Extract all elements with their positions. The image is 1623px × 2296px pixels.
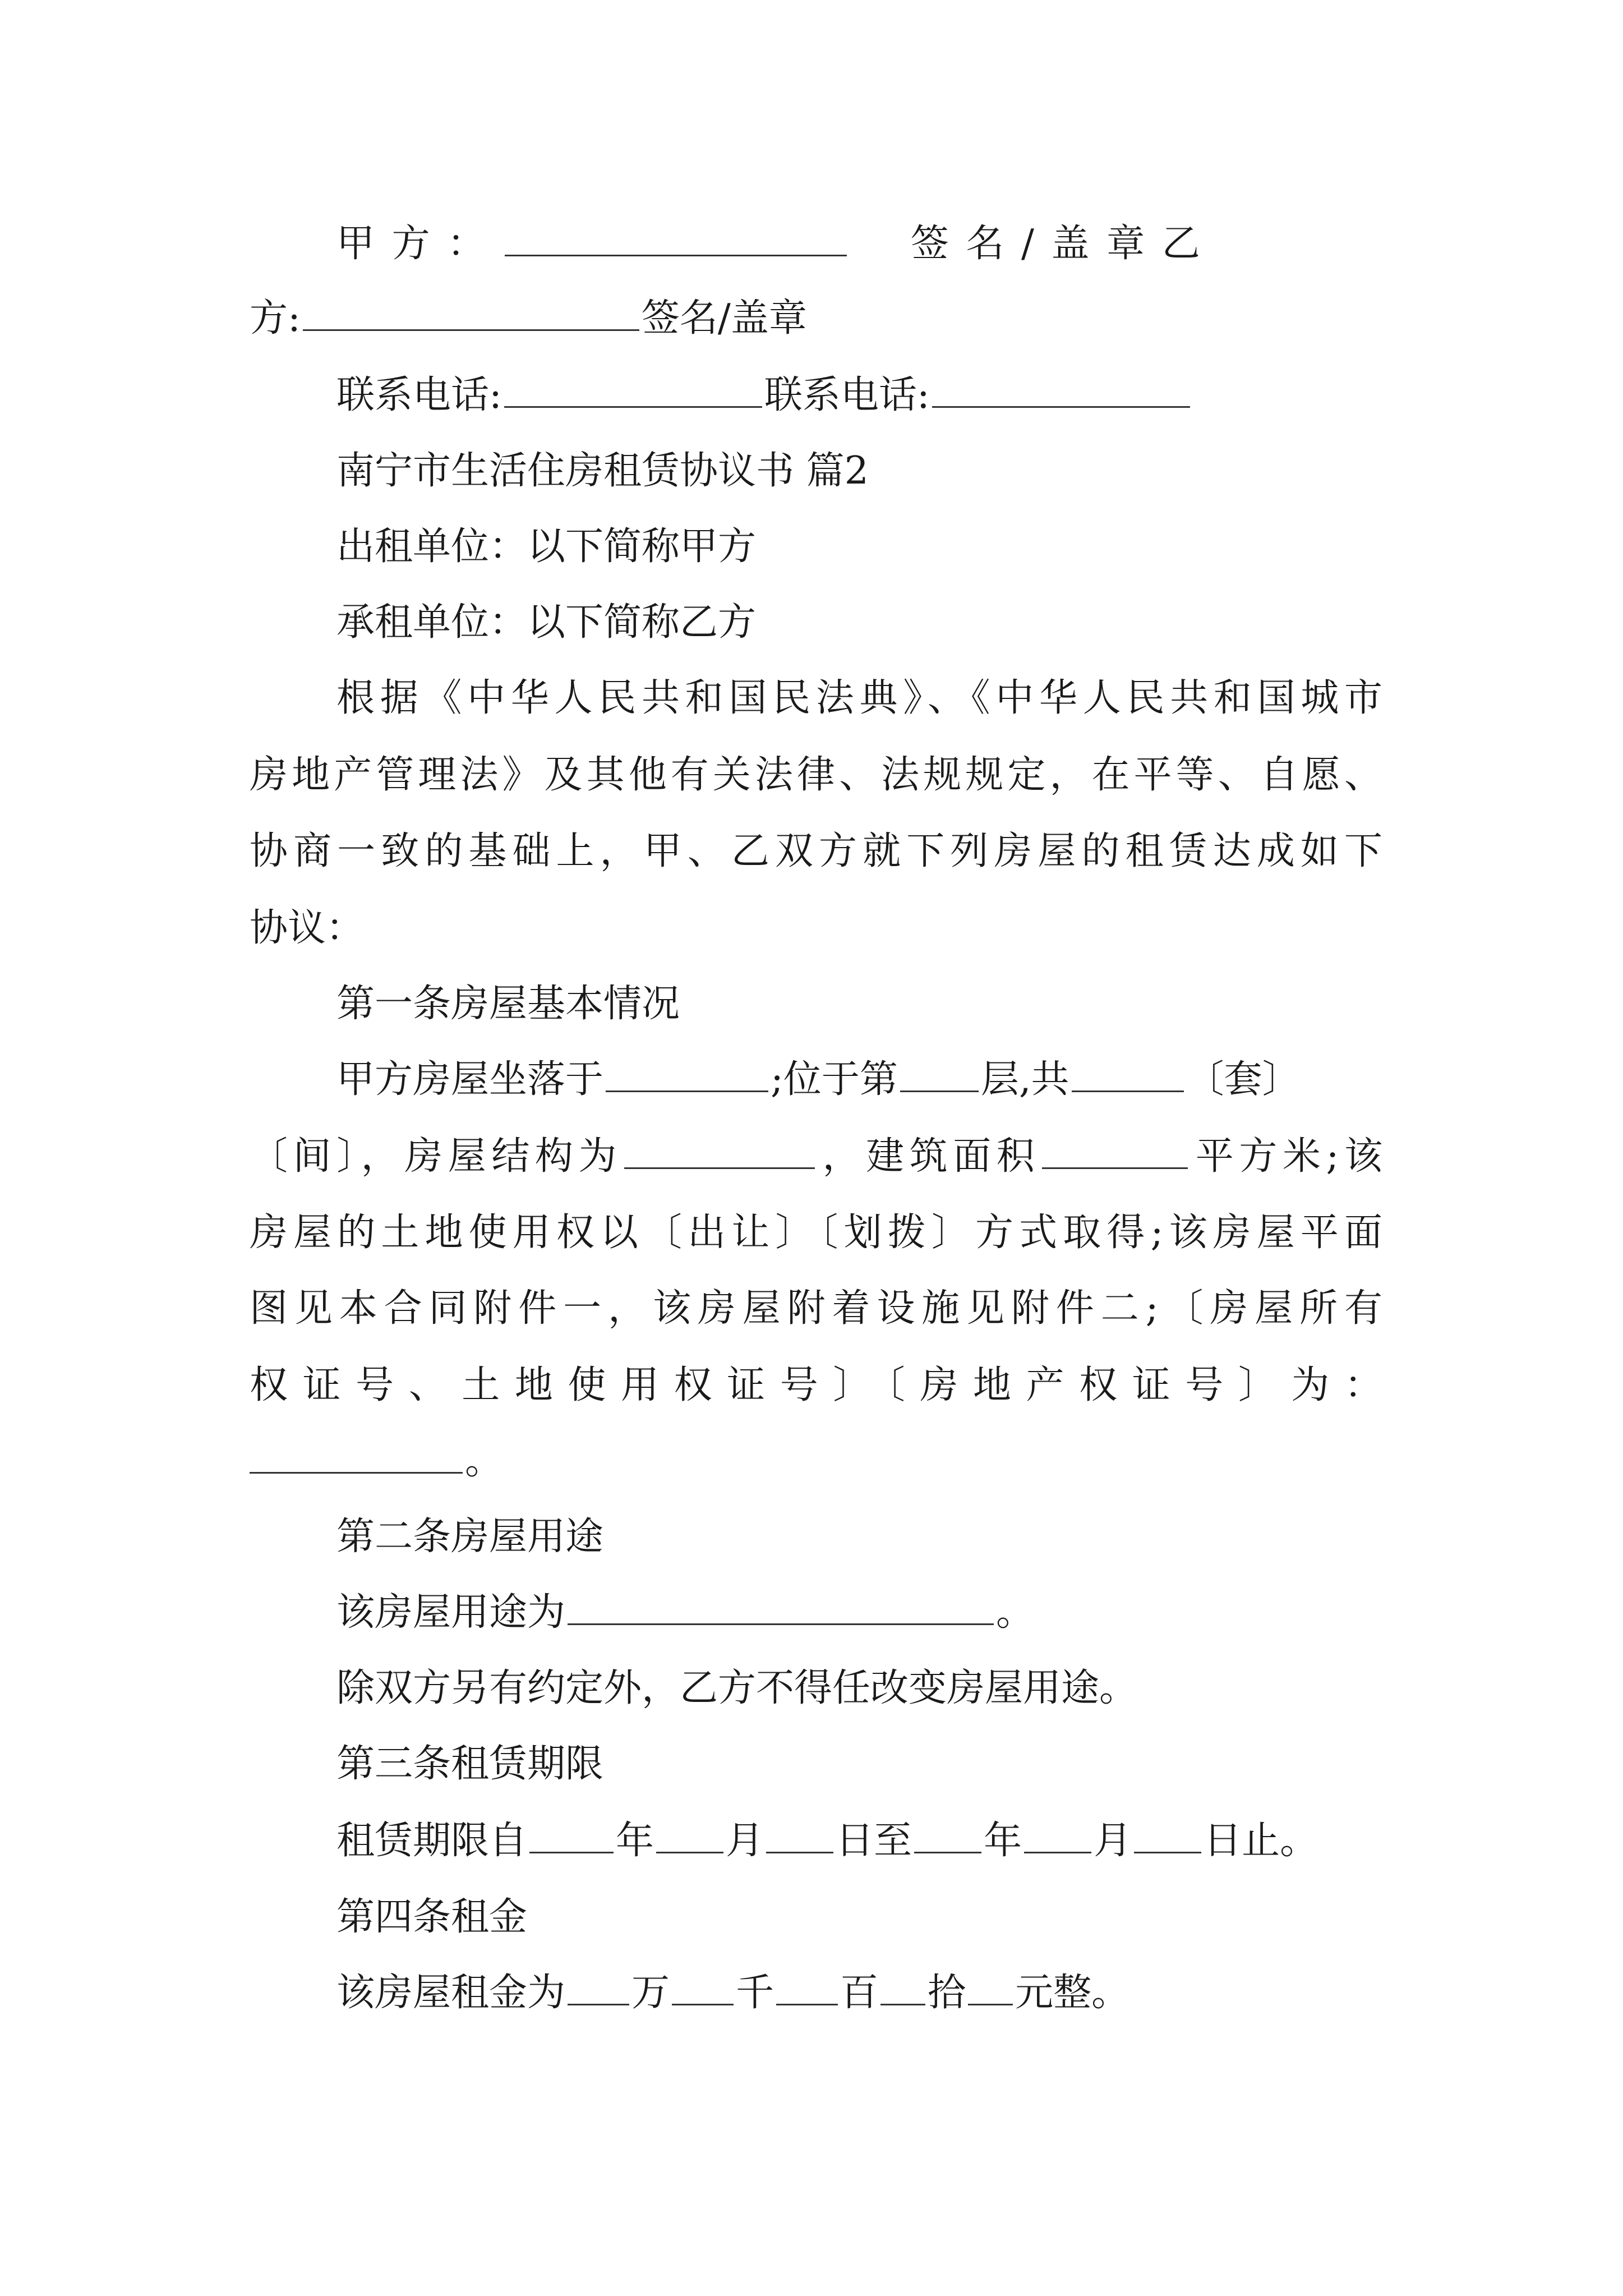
contact-label-a: 联系电话:	[336, 373, 502, 417]
article1-line-6	[250, 1428, 1382, 1495]
year-label: 年	[984, 1819, 1022, 1863]
yuan-blank[interactable]	[968, 1970, 1013, 2005]
bai-blank[interactable]	[776, 1970, 838, 2005]
lessor-line: 出租单位：以下简称甲方	[336, 524, 757, 569]
party-b-blank[interactable]	[303, 296, 639, 331]
area-blank[interactable]	[1042, 1134, 1188, 1169]
rent-line	[336, 1959, 1382, 2027]
phone-a-blank[interactable]	[504, 372, 762, 408]
month-label: 月	[726, 1819, 764, 1863]
term-label: 租赁期限自	[336, 1819, 528, 1863]
article1-line-3: 房屋的土地使用权以〔出让〕〔划拨〕方式取得;该房屋平面	[250, 1211, 1382, 1255]
article4-heading: 第四条租金	[336, 1895, 528, 1939]
wan-label: 万	[631, 1971, 670, 2015]
start-year-blank[interactable]	[529, 1818, 614, 1853]
period: 。	[996, 1590, 1035, 1635]
area-label: ，建筑面积	[817, 1134, 1040, 1179]
end-month-blank[interactable]	[1024, 1818, 1091, 1853]
wan-blank[interactable]	[568, 1970, 629, 2005]
article1-line-4: 图见本合同附件一，该房屋附着设施见附件二;〔房屋所有	[250, 1286, 1382, 1331]
preamble-line-4: 协议：	[250, 906, 365, 950]
use-restriction: 除双方另有约定外，乙方不得任改变房屋用途。	[336, 1666, 1138, 1710]
floor-label: ;位于第	[771, 1057, 898, 1102]
article1-line-2	[250, 1123, 1382, 1190]
term-line	[336, 1807, 1382, 1875]
shi-blank[interactable]	[880, 1970, 925, 2005]
sign-seal-then-b: 签名/盖章乙	[910, 222, 1218, 266]
start-month-blank[interactable]	[656, 1818, 723, 1853]
signature-line-1	[336, 210, 1382, 278]
preamble-line-3: 协商一致的基础上，甲、乙双方就下列房屋的租赁达成如下	[250, 829, 1382, 873]
sqm-label: 平方米;该	[1190, 1134, 1382, 1179]
year-label: 年	[616, 1819, 654, 1863]
use-label: 该房屋用途为	[336, 1590, 566, 1635]
qian-label: 千	[736, 1971, 774, 2015]
use-blank[interactable]	[568, 1590, 994, 1625]
cert-number-blank[interactable]	[250, 1438, 463, 1474]
lessee-line: 承租单位：以下简称乙方	[336, 600, 757, 645]
doc-title: 南宁市生活住房租赁协议书 篇2	[336, 449, 869, 493]
party-b-label: 方:	[250, 296, 301, 341]
article3-heading: 第三条租赁期限	[336, 1742, 604, 1786]
contact-label-b: 联系电话:	[764, 373, 930, 417]
day-to-label: 日至	[836, 1819, 912, 1863]
yuan-label: 元整。	[1015, 1971, 1130, 2015]
location-label: 甲方房屋坐落于	[336, 1057, 604, 1102]
end-year-blank[interactable]	[914, 1818, 981, 1853]
qian-blank[interactable]	[672, 1970, 734, 2005]
bai-label: 百	[840, 1971, 879, 2015]
shi-label: 拾	[928, 1971, 966, 2015]
contact-line	[336, 362, 1382, 429]
rent-label: 该房屋租金为	[336, 1971, 566, 2015]
preamble-line-2: 房地产管理法》及其他有关法律、法规规定，在平等、自愿、	[250, 753, 1382, 797]
use-line	[336, 1579, 1382, 1646]
phone-b-blank[interactable]	[932, 372, 1190, 408]
floor-blank[interactable]	[900, 1057, 979, 1092]
start-day-blank[interactable]	[766, 1818, 833, 1853]
article1-line-5: 权证号、土地使用权证号〕〔房地产权证号〕为：	[250, 1363, 1382, 1407]
structure-blank[interactable]	[624, 1134, 815, 1169]
sign-seal: 签名/盖章	[641, 296, 807, 341]
article1-line-1	[336, 1046, 1382, 1114]
article2-heading: 第二条房屋用途	[336, 1515, 604, 1559]
end-day-blank[interactable]	[1134, 1818, 1201, 1853]
unit-set-label: 〔套〕	[1186, 1057, 1301, 1102]
total-blank[interactable]	[1072, 1057, 1184, 1092]
total-label: 层,共	[980, 1057, 1069, 1102]
party-a-blank[interactable]	[505, 221, 847, 256]
preamble-line-1: 根据《中华人民共和国民法典》、《中华人民共和国城市	[336, 676, 1382, 720]
signature-line-2	[250, 285, 1382, 352]
location-blank[interactable]	[606, 1057, 768, 1092]
party-a-label: 甲方：	[336, 222, 502, 266]
day-end-label: 日止。	[1204, 1819, 1318, 1863]
article1-heading: 第一条房屋基本情况	[336, 982, 680, 1026]
month-label: 月	[1094, 1819, 1132, 1863]
period: 。	[465, 1439, 504, 1483]
structure-label: 〔间〕，房屋结构为	[250, 1134, 622, 1179]
